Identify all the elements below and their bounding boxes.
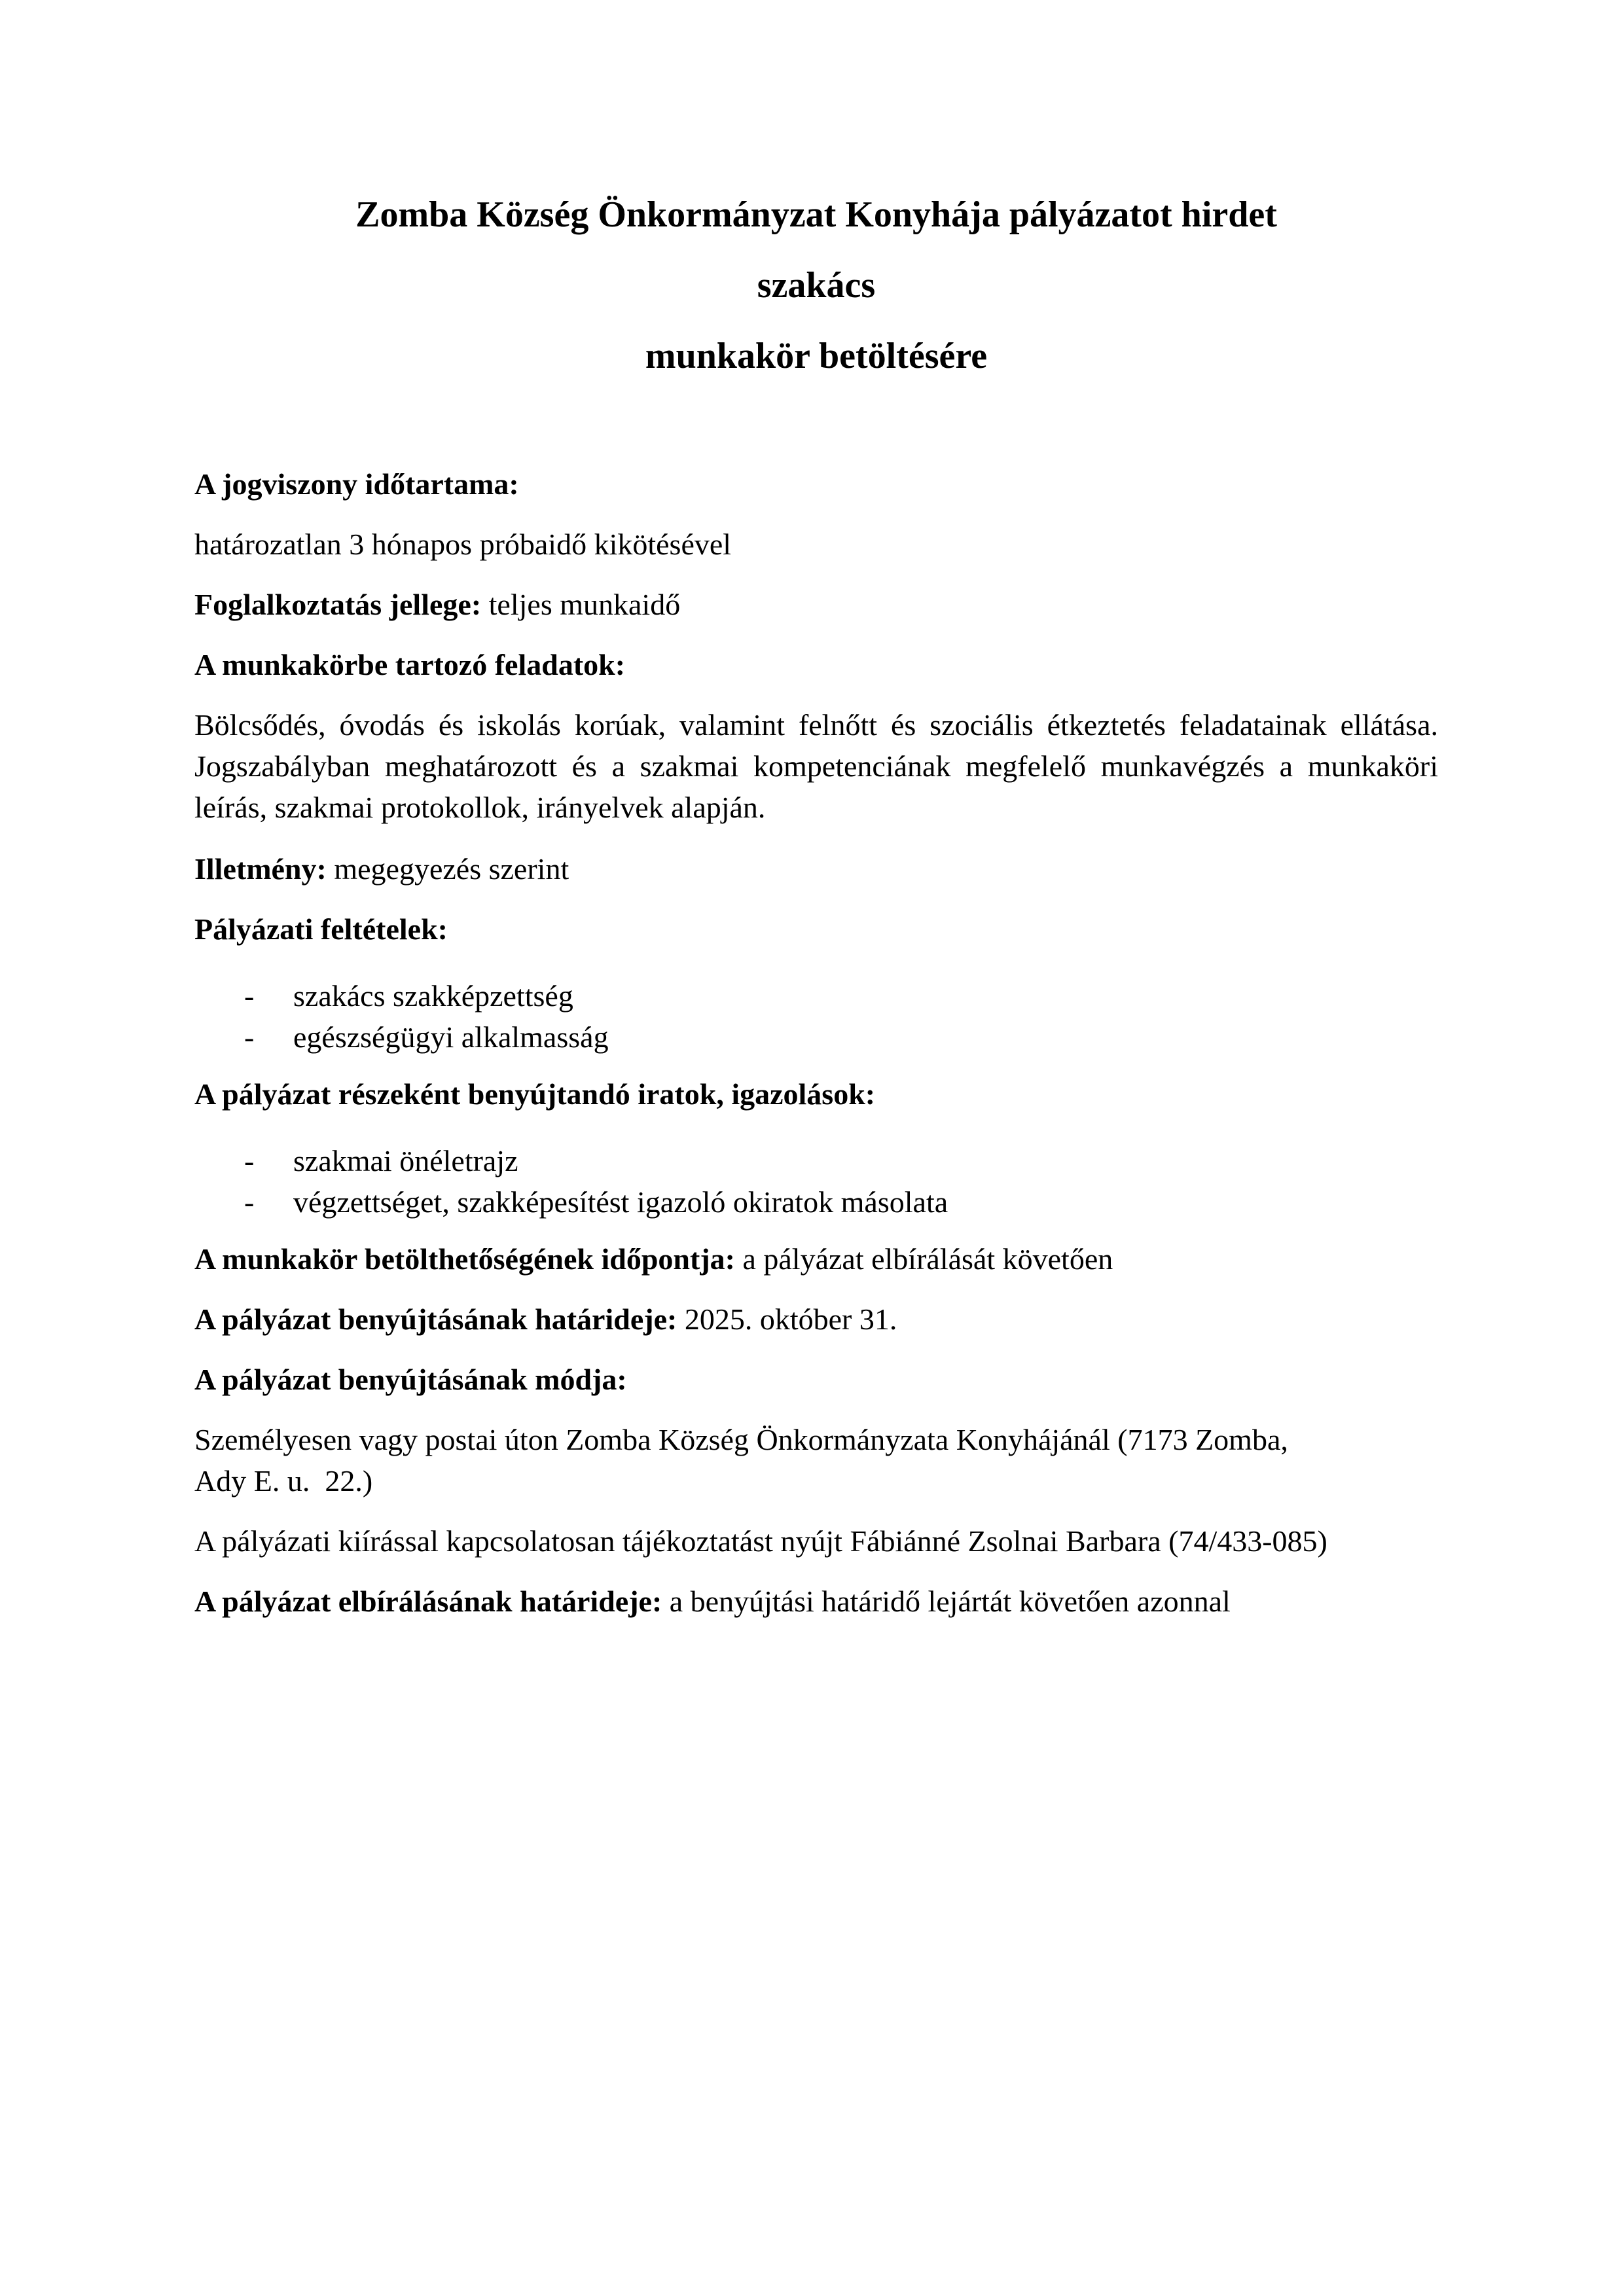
salary-value: megegyezés szerint bbox=[326, 852, 569, 886]
method-label: A pályázat benyújtásának módja: bbox=[194, 1363, 627, 1396]
dash-bullet-icon: - bbox=[244, 979, 255, 1013]
deadline-label: A pályázat benyújtásának határideje: bbox=[194, 1302, 677, 1336]
document-text: szakmai önéletrajz bbox=[293, 1144, 518, 1177]
submission-deadline bbox=[194, 1299, 1438, 1340]
start-label: A munkakör betölthetőségének időpontja: bbox=[194, 1242, 735, 1276]
documents-label: A pályázat részeként benyújtandó iratok, igazolások: bbox=[194, 1077, 876, 1111]
dash-bullet-icon: - bbox=[244, 1144, 255, 1177]
dash-bullet-icon: - bbox=[244, 1020, 255, 1054]
title-line-1: Zomba Község Önkormányzat Konyhája pályázatot hirdet bbox=[355, 194, 1277, 235]
method-line-2: Ady E. u. 22.) bbox=[194, 1464, 373, 1498]
start-date bbox=[194, 1238, 1438, 1280]
employment-value: teljes munkaidő bbox=[481, 588, 681, 621]
document-text: végzettséget, szakképesítést igazoló okiratok másolata bbox=[293, 1185, 948, 1219]
start-value: a pályázat elbírálását követően bbox=[734, 1242, 1113, 1276]
dash-bullet-icon: - bbox=[244, 1185, 255, 1219]
tasks-value: Bölcsődés, óvodás és iskolás korúak, valamint felnőtt és szociális étkeztetés feladatainak ellátása. Jogszabályban meghatározott és a szakmai kompetenciának megfelelő munkavégzés a munkaköri leírás, szakmai protokollok, irányelvek alapján. bbox=[194, 708, 1438, 824]
condition-text: szakács szakképzettség bbox=[293, 979, 573, 1013]
condition-text: egészségügyi alkalmasság bbox=[293, 1020, 609, 1054]
deadline-value: 2025. október 31. bbox=[677, 1302, 897, 1336]
salary-label: Illetmény: bbox=[194, 852, 327, 886]
method-line-1: Személyesen vagy postai úton Zomba Község Önkormányzata Konyhájánál (7173 Zomba, bbox=[194, 1423, 1288, 1456]
tasks-label: A munkakörbe tartozó feladatok: bbox=[194, 648, 626, 681]
employment-label: Foglalkoztatás jellege: bbox=[194, 588, 482, 621]
evaluation-label: A pályázat elbírálásának határideje: bbox=[194, 1585, 662, 1618]
evaluation-value: a benyújtási határidő lejártát követően azonnal bbox=[662, 1585, 1231, 1618]
contact-info: A pályázati kiírással kapcsolatosan tájékoztatást nyújt Fábiánné Zsolnai Barbara (74/433-085) bbox=[194, 1524, 1327, 1558]
evaluation-deadline bbox=[194, 1581, 1438, 1622]
duration-label: A jogviszony időtartama: bbox=[194, 467, 519, 501]
title-line-3: munkakör betöltésére bbox=[645, 336, 988, 376]
duration-value: határozatlan 3 hónapos próbaidő kikötésével bbox=[194, 528, 732, 561]
salary bbox=[194, 848, 1438, 889]
conditions-label: Pályázati feltételek: bbox=[194, 912, 448, 946]
employment-type bbox=[194, 584, 1438, 625]
title-position: szakács bbox=[757, 265, 876, 306]
